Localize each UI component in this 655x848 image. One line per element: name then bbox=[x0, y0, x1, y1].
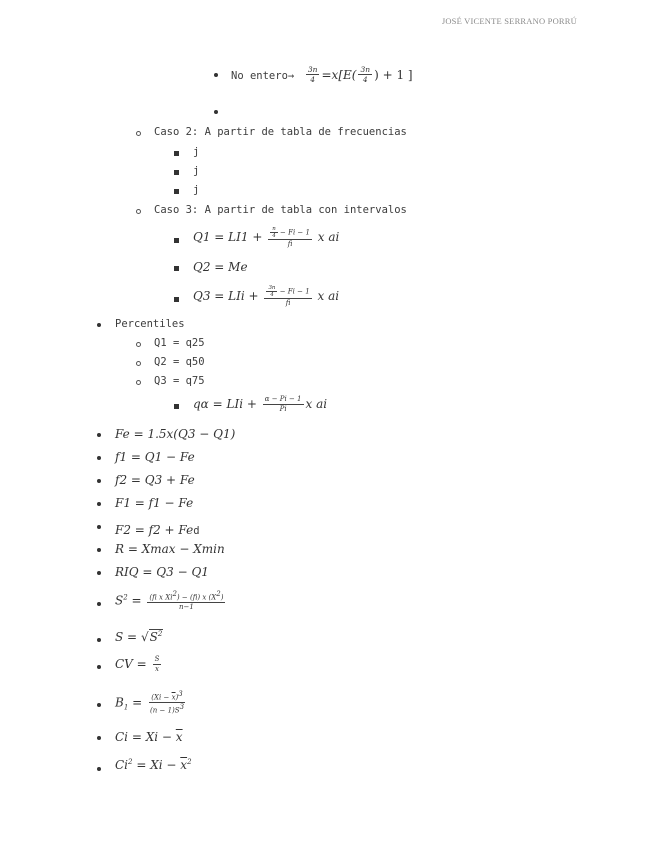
list-item: Q1 = q25 bbox=[154, 337, 205, 349]
F2-formula bbox=[115, 519, 200, 538]
F2-formula-suffix: d bbox=[193, 525, 200, 537]
formula-part: ) + 1 ] bbox=[374, 68, 413, 82]
bullet bbox=[136, 361, 141, 366]
bullet bbox=[136, 380, 141, 385]
bullet bbox=[97, 665, 101, 669]
riq-formula: RIQ = Q3 − Q1 bbox=[115, 565, 209, 579]
bullet bbox=[97, 736, 101, 740]
no-entero-line bbox=[231, 64, 413, 84]
fraction: $\frac{n}{4}$ − Fi − 1 fi bbox=[268, 226, 312, 249]
caso-2-heading: Caso 2: A partir de tabla de frecuencias bbox=[154, 126, 407, 138]
percentiles-heading: Percentiles bbox=[115, 318, 185, 330]
std-dev-formula: $S = √S^2$ bbox=[115, 630, 163, 644]
bullet bbox=[214, 110, 218, 114]
bullet bbox=[97, 433, 101, 437]
q-alpha-formula: qα = LIi + $\frac{\alpha - Pi - 1}{Pi}$ x ai bbox=[193, 395, 328, 413]
F2-formula-main: F2 = f2 + Fe bbox=[115, 523, 194, 537]
variance-formula: $S^2$ = $\frac{(fi x Xi^2) - (fi) x (X^2)}{n-1}$ bbox=[115, 590, 224, 612]
bullet bbox=[174, 189, 179, 194]
fe-formula: Fe = 1.5x(Q3 − Q1) bbox=[115, 427, 236, 441]
bullet bbox=[97, 502, 101, 506]
skewness-formula: $B_1$ = $\frac{(Xi - \overline{x})^3}{(n - 1)S^3}$ bbox=[115, 690, 185, 715]
bullet bbox=[97, 479, 101, 483]
bullet bbox=[214, 73, 218, 77]
bullet bbox=[174, 151, 179, 156]
formula-part: =x[E( bbox=[321, 68, 357, 82]
list-item: j bbox=[193, 165, 200, 177]
bullet bbox=[97, 548, 101, 552]
range-formula: R = Xmax − Xmin bbox=[115, 542, 225, 556]
bullet bbox=[174, 297, 179, 302]
fraction: $\frac{3n}{4}$ − Fi − 1 fi bbox=[264, 285, 311, 308]
bullet bbox=[97, 602, 101, 606]
q1-interval-formula: Q1 = LI1 + $\frac{n}{4}$ − Fi − 1 fi x ai bbox=[193, 226, 340, 248]
fraction-3n-4: $\frac{3n}{4}$ bbox=[360, 65, 371, 84]
bullet bbox=[174, 170, 179, 175]
list-item: j bbox=[193, 184, 200, 196]
ci-formula: $Ci = Xi - \overline{x}$ bbox=[115, 730, 183, 744]
f2-formula: f2 = Q3 + Fe bbox=[115, 473, 195, 487]
fraction-3n-4: $\frac{3n}{4}$ bbox=[307, 65, 318, 84]
fraction: $\frac{\alpha - Pi - 1}{Pi}$ bbox=[264, 395, 302, 413]
bullet bbox=[97, 571, 101, 575]
page-header-author: JOSÉ VICENTE SERRANO PORRÚ bbox=[441, 16, 577, 26]
F1-formula: F1 = f1 − Fe bbox=[115, 496, 194, 510]
bullet bbox=[174, 266, 179, 271]
f1-formula: f1 = Q1 − Fe bbox=[115, 450, 195, 464]
q2-formula: Q2 = Me bbox=[193, 260, 248, 274]
ci-squared-formula: $Ci^2 = Xi - \overline{x}^2$ bbox=[115, 758, 192, 772]
fraction: $\frac{(Xi - \overline{x})^3}{(n - 1)S^3}$ bbox=[150, 690, 185, 715]
cv-formula: CV = $\frac{S}{x}$ bbox=[115, 655, 160, 673]
bullet bbox=[97, 767, 101, 771]
caso-3-heading: Caso 3: A partir de tabla con intervalos bbox=[154, 204, 407, 216]
bullet bbox=[136, 131, 141, 136]
list-item: j bbox=[193, 146, 200, 158]
bullet bbox=[97, 456, 101, 460]
fraction: $\frac{(fi x Xi^2) - (fi) x (X^2)}{n-1}$ bbox=[149, 590, 224, 612]
list-item: Q3 = q75 bbox=[154, 375, 205, 387]
bullet bbox=[97, 703, 101, 707]
list-item: Q2 = q50 bbox=[154, 356, 205, 368]
bullet bbox=[136, 209, 141, 214]
bullet bbox=[97, 638, 101, 642]
fraction: $\frac{S}{x}$ bbox=[154, 655, 160, 673]
bullet bbox=[97, 323, 101, 327]
bullet bbox=[174, 404, 179, 409]
bullet bbox=[97, 525, 101, 529]
bullet bbox=[174, 238, 179, 243]
bullet bbox=[136, 342, 141, 347]
no-entero-label: No entero→ bbox=[231, 70, 295, 82]
q3-interval-formula: Q3 = LIi + $\frac{3n}{4}$ − Fi − 1 fi x ai bbox=[193, 285, 340, 307]
